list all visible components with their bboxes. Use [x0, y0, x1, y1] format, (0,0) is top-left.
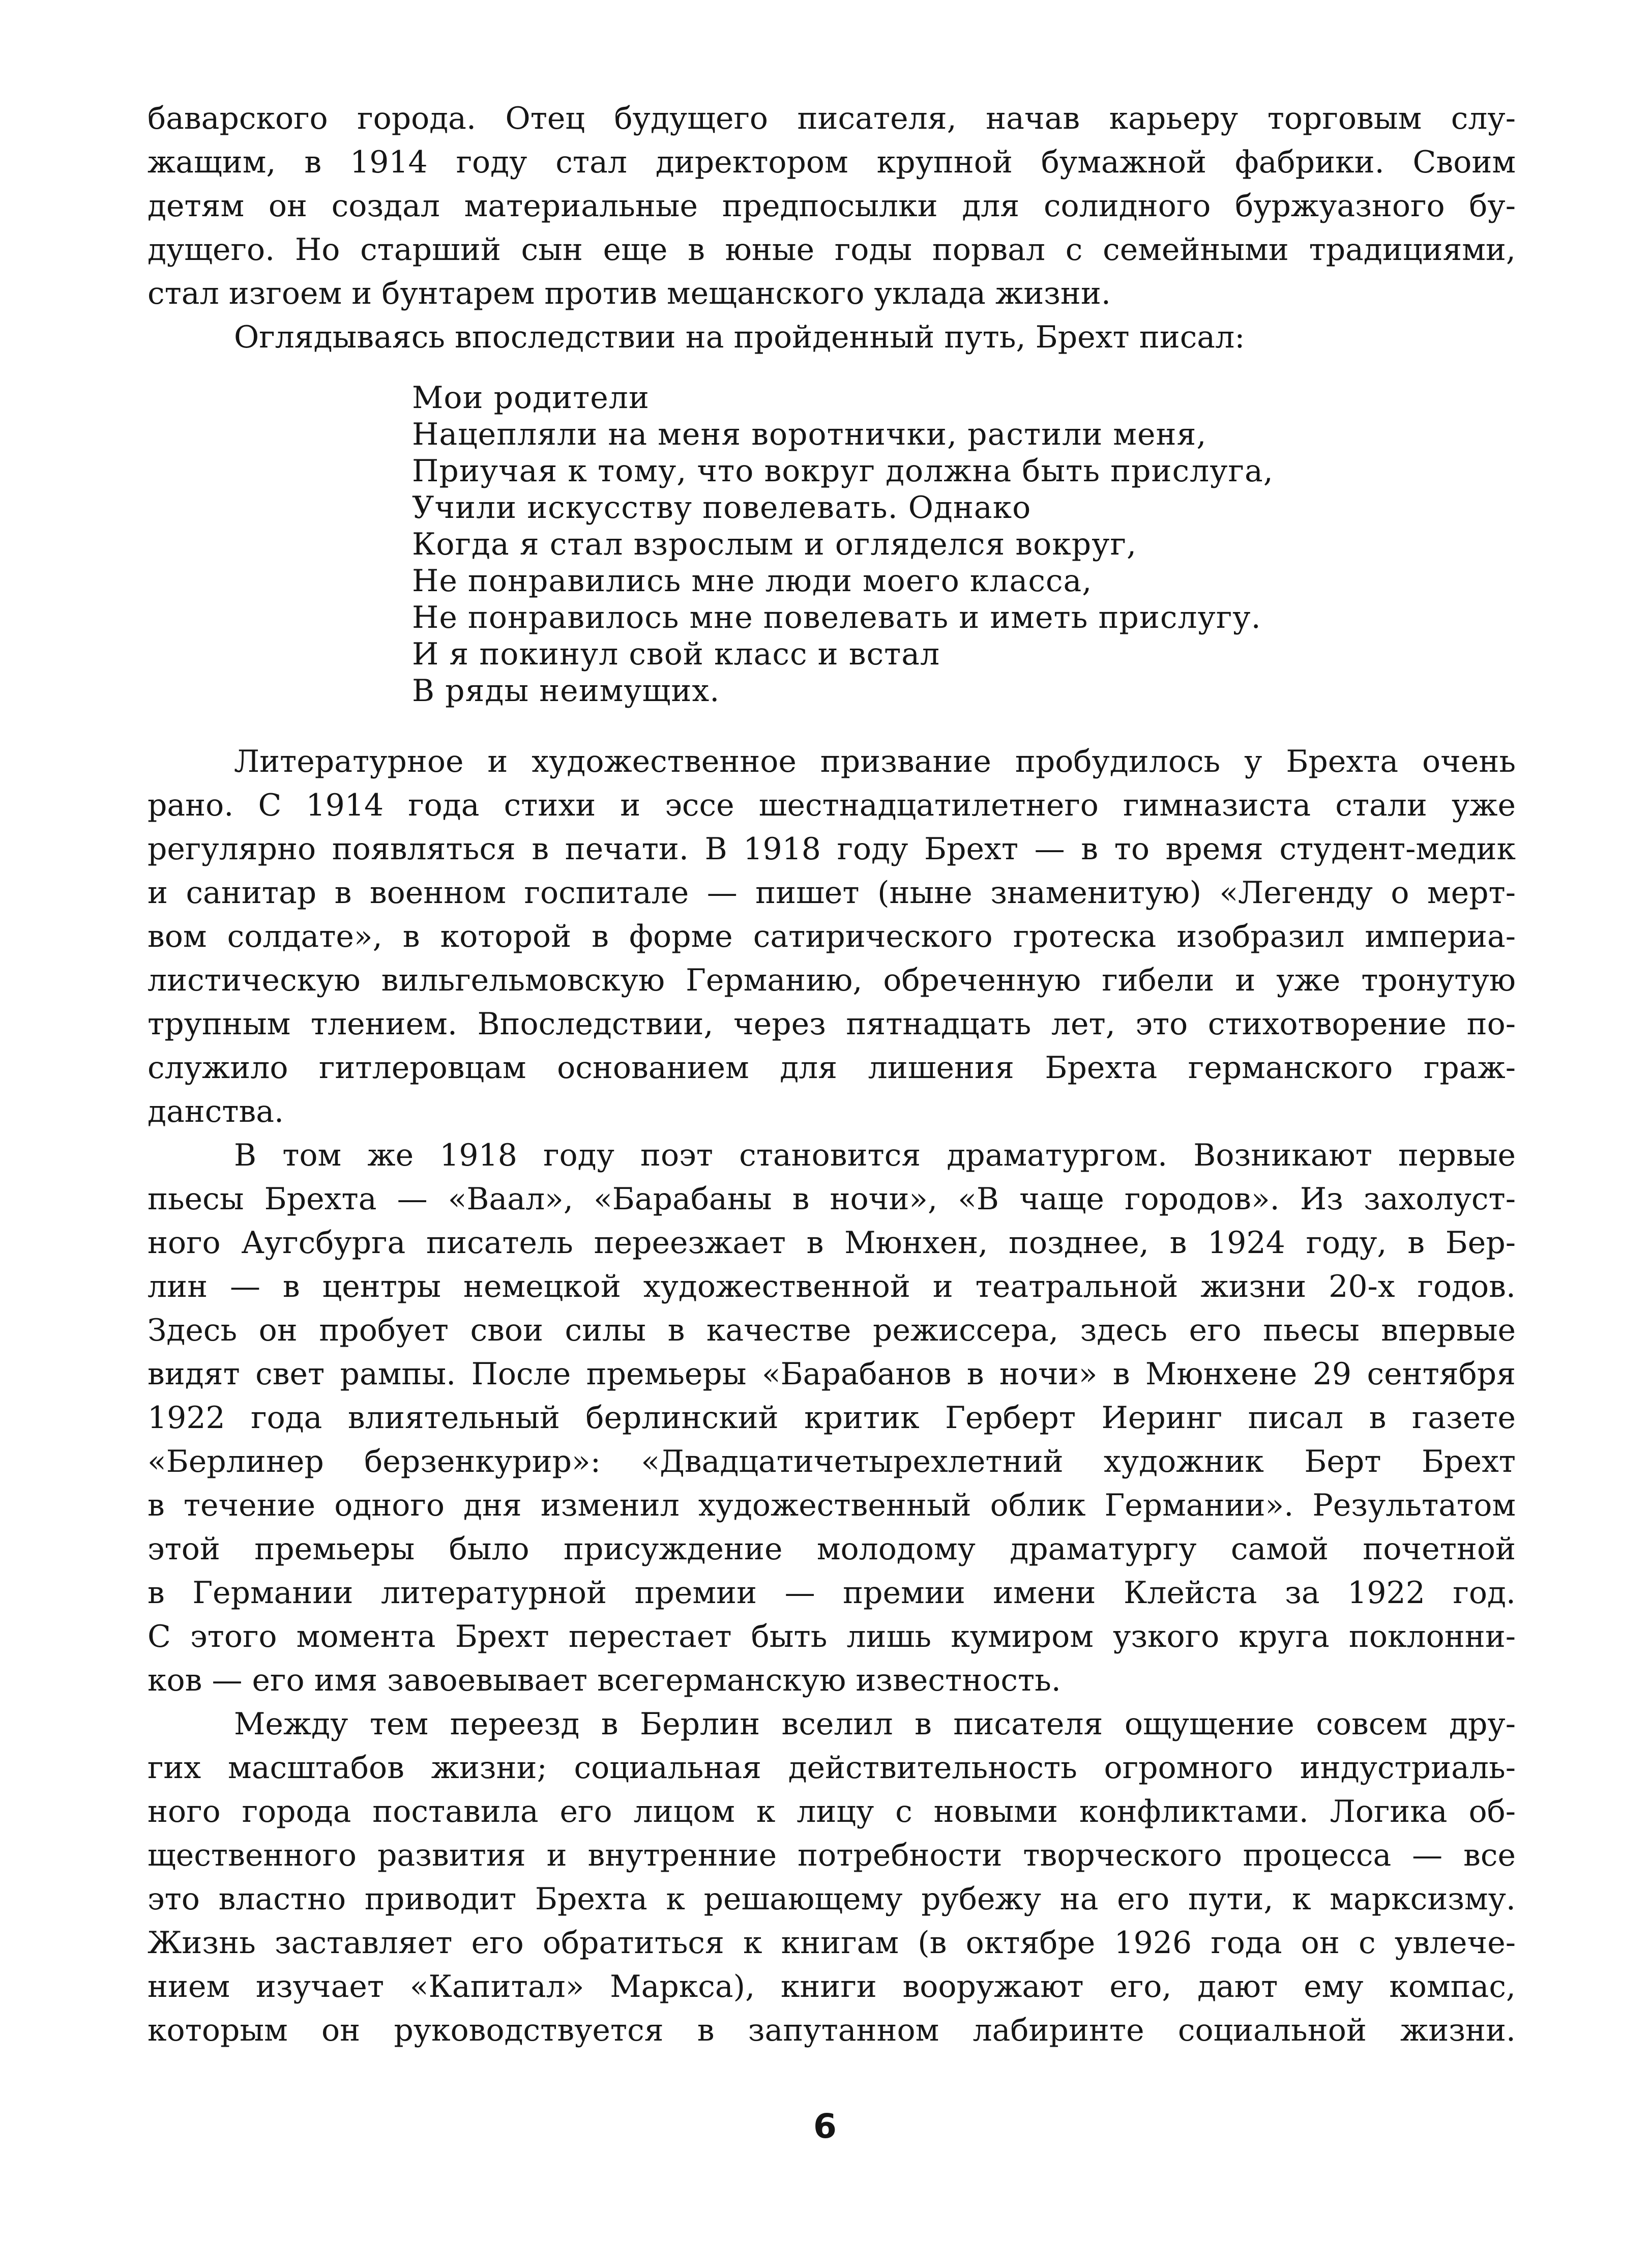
text-line: служило гитлеровцам основанием для лишения Брехта германского граж-: [148, 1050, 1516, 1086]
poem-line: Учили искусству повелевать. Однако: [412, 490, 1032, 526]
poem-line: Не понравилось мне повелевать и иметь прислугу.: [412, 600, 1261, 635]
text-line: щественного развития и внутренние потребности творческого процесса — все: [148, 1838, 1516, 1873]
poem-line: И я покинул свой класс и встал: [412, 636, 940, 672]
text-line: баварского города. Отец будущего писателя, начав карьеру торговым слу-: [148, 101, 1516, 136]
text-line: вом солдате», в которой в форме сатирического гротеска изобразил империа-: [148, 919, 1516, 954]
text-line: видят свет рампы. После премьеры «Барабанов в ночи» в Мюнхене 29 сентября: [148, 1356, 1516, 1392]
text-line: В том же 1918 году поэт становится драматургом. Возникают первые: [234, 1138, 1516, 1173]
text-line: этой премьеры было присуждение молодому драматургу самой почетной: [148, 1531, 1516, 1567]
text-line: данства.: [148, 1094, 284, 1129]
text-line: которым он руководствуется в запутанном лабиринте социальной жизни.: [148, 2013, 1516, 2048]
text-line: нием изучает «Капитал» Маркса), книги вооружают его, дают ему компас,: [148, 1969, 1516, 2004]
text-line: Литературное и художественное призвание пробудилось у Брехта очень: [234, 744, 1516, 779]
text-line: С этого момента Брехт перестает быть лишь кумиром узкого круга поклонни-: [148, 1619, 1516, 1654]
text-line: Оглядываясь впоследствии на пройденный путь, Брехт писал:: [234, 319, 1245, 355]
paragraph: [148, 315, 1516, 359]
poem-line: Не понравились мне люди моего класса,: [412, 563, 1093, 599]
text-line: гих масштабов жизни; социальная действительность огромного индустриаль-: [148, 1750, 1516, 1786]
text-line: Между тем переезд в Берлин вселил в писателя ощущение совсем дру-: [234, 1706, 1516, 1742]
text-line: листическую вильгельмовскую Германию, обреченную гибели и уже тронутую: [148, 963, 1516, 998]
poem-line: Когда я стал взрослым и огляделся вокруг,: [412, 527, 1137, 562]
text-line: в Германии литературной премии — премии имени Клейста за 1922 год.: [148, 1575, 1516, 1611]
text-line: 1922 года влиятельный берлинский критик Герберт Иеринг писал в газете: [148, 1400, 1516, 1436]
text-line: ного Аугсбурга писатель переезжает в Мюнхен, позднее, в 1924 году, в Бер-: [148, 1225, 1516, 1261]
text-line: в течение одного дня изменил художественный облик Германии». Результатом: [148, 1488, 1516, 1523]
text-line: жащим, в 1914 году стал директором крупной бумажной фабрики. Своим: [148, 144, 1516, 180]
text-line: лин — в центры немецкой художественной и театральной жизни 20-х годов.: [148, 1269, 1516, 1304]
paragraph: [148, 1702, 1516, 2052]
poem-line: Мои родители: [412, 380, 650, 416]
text-line: трупным тлением. Впоследствии, через пятнадцать лет, это стихотворение по-: [148, 1006, 1516, 1042]
text-line: дущего. Но старший сын еще в юные годы порвал с семейными традициями,: [148, 232, 1516, 268]
paragraph: [148, 97, 1516, 315]
paragraph: [148, 740, 1516, 1133]
poem-line: Нацепляли на меня воротнички, растили меня,: [412, 417, 1207, 452]
page-number: 6: [813, 2107, 837, 2146]
text-line: стал изгоем и бунтарем против мещанского уклада жизни.: [148, 276, 1111, 311]
text-line: детям он создал материальные предпосылки для солидного буржуазного бу-: [148, 188, 1516, 224]
text-line: Жизнь заставляет его обратиться к книгам (в октябре 1926 года он с увлече-: [148, 1925, 1516, 1961]
text-line: и санитар в военном госпитале — пишет (ныне знаменитую) «Легенду о мерт-: [148, 875, 1516, 911]
text-line: ков — его имя завоевывает всегерманскую известность.: [148, 1663, 1061, 1698]
text-line: регулярно появляться в печати. В 1918 году Брехт — в то время студент-медик: [148, 831, 1516, 867]
page-body: [148, 97, 1516, 2052]
text-line: рано. С 1914 года стихи и эссе шестнадцатилетнего гимназиста стали уже: [148, 788, 1516, 823]
text-line: «Берлинер берзенкурир»: «Двадцатичетырехлетний художник Берт Брехт: [148, 1444, 1516, 1479]
poem-quote: [412, 380, 1516, 709]
poem-line: Приучая к тому, что вокруг должна быть прислуга,: [412, 453, 1274, 489]
paragraph: [148, 1133, 1516, 1702]
poem-line: В ряды неимущих.: [412, 673, 720, 709]
text-line: Здесь он пробует свои силы в качестве режиссера, здесь его пьесы впервые: [148, 1313, 1516, 1348]
text-line: ного города поставила его лицом к лицу с новыми конфликтами. Логика об-: [148, 1794, 1516, 1829]
text-line: это властно приводит Брехта к решающему рубежу на его пути, к марксизму.: [148, 1881, 1516, 1917]
text-line: пьесы Брехта — «Ваал», «Барабаны в ночи», «В чаще городов». Из захолуст-: [148, 1181, 1516, 1217]
